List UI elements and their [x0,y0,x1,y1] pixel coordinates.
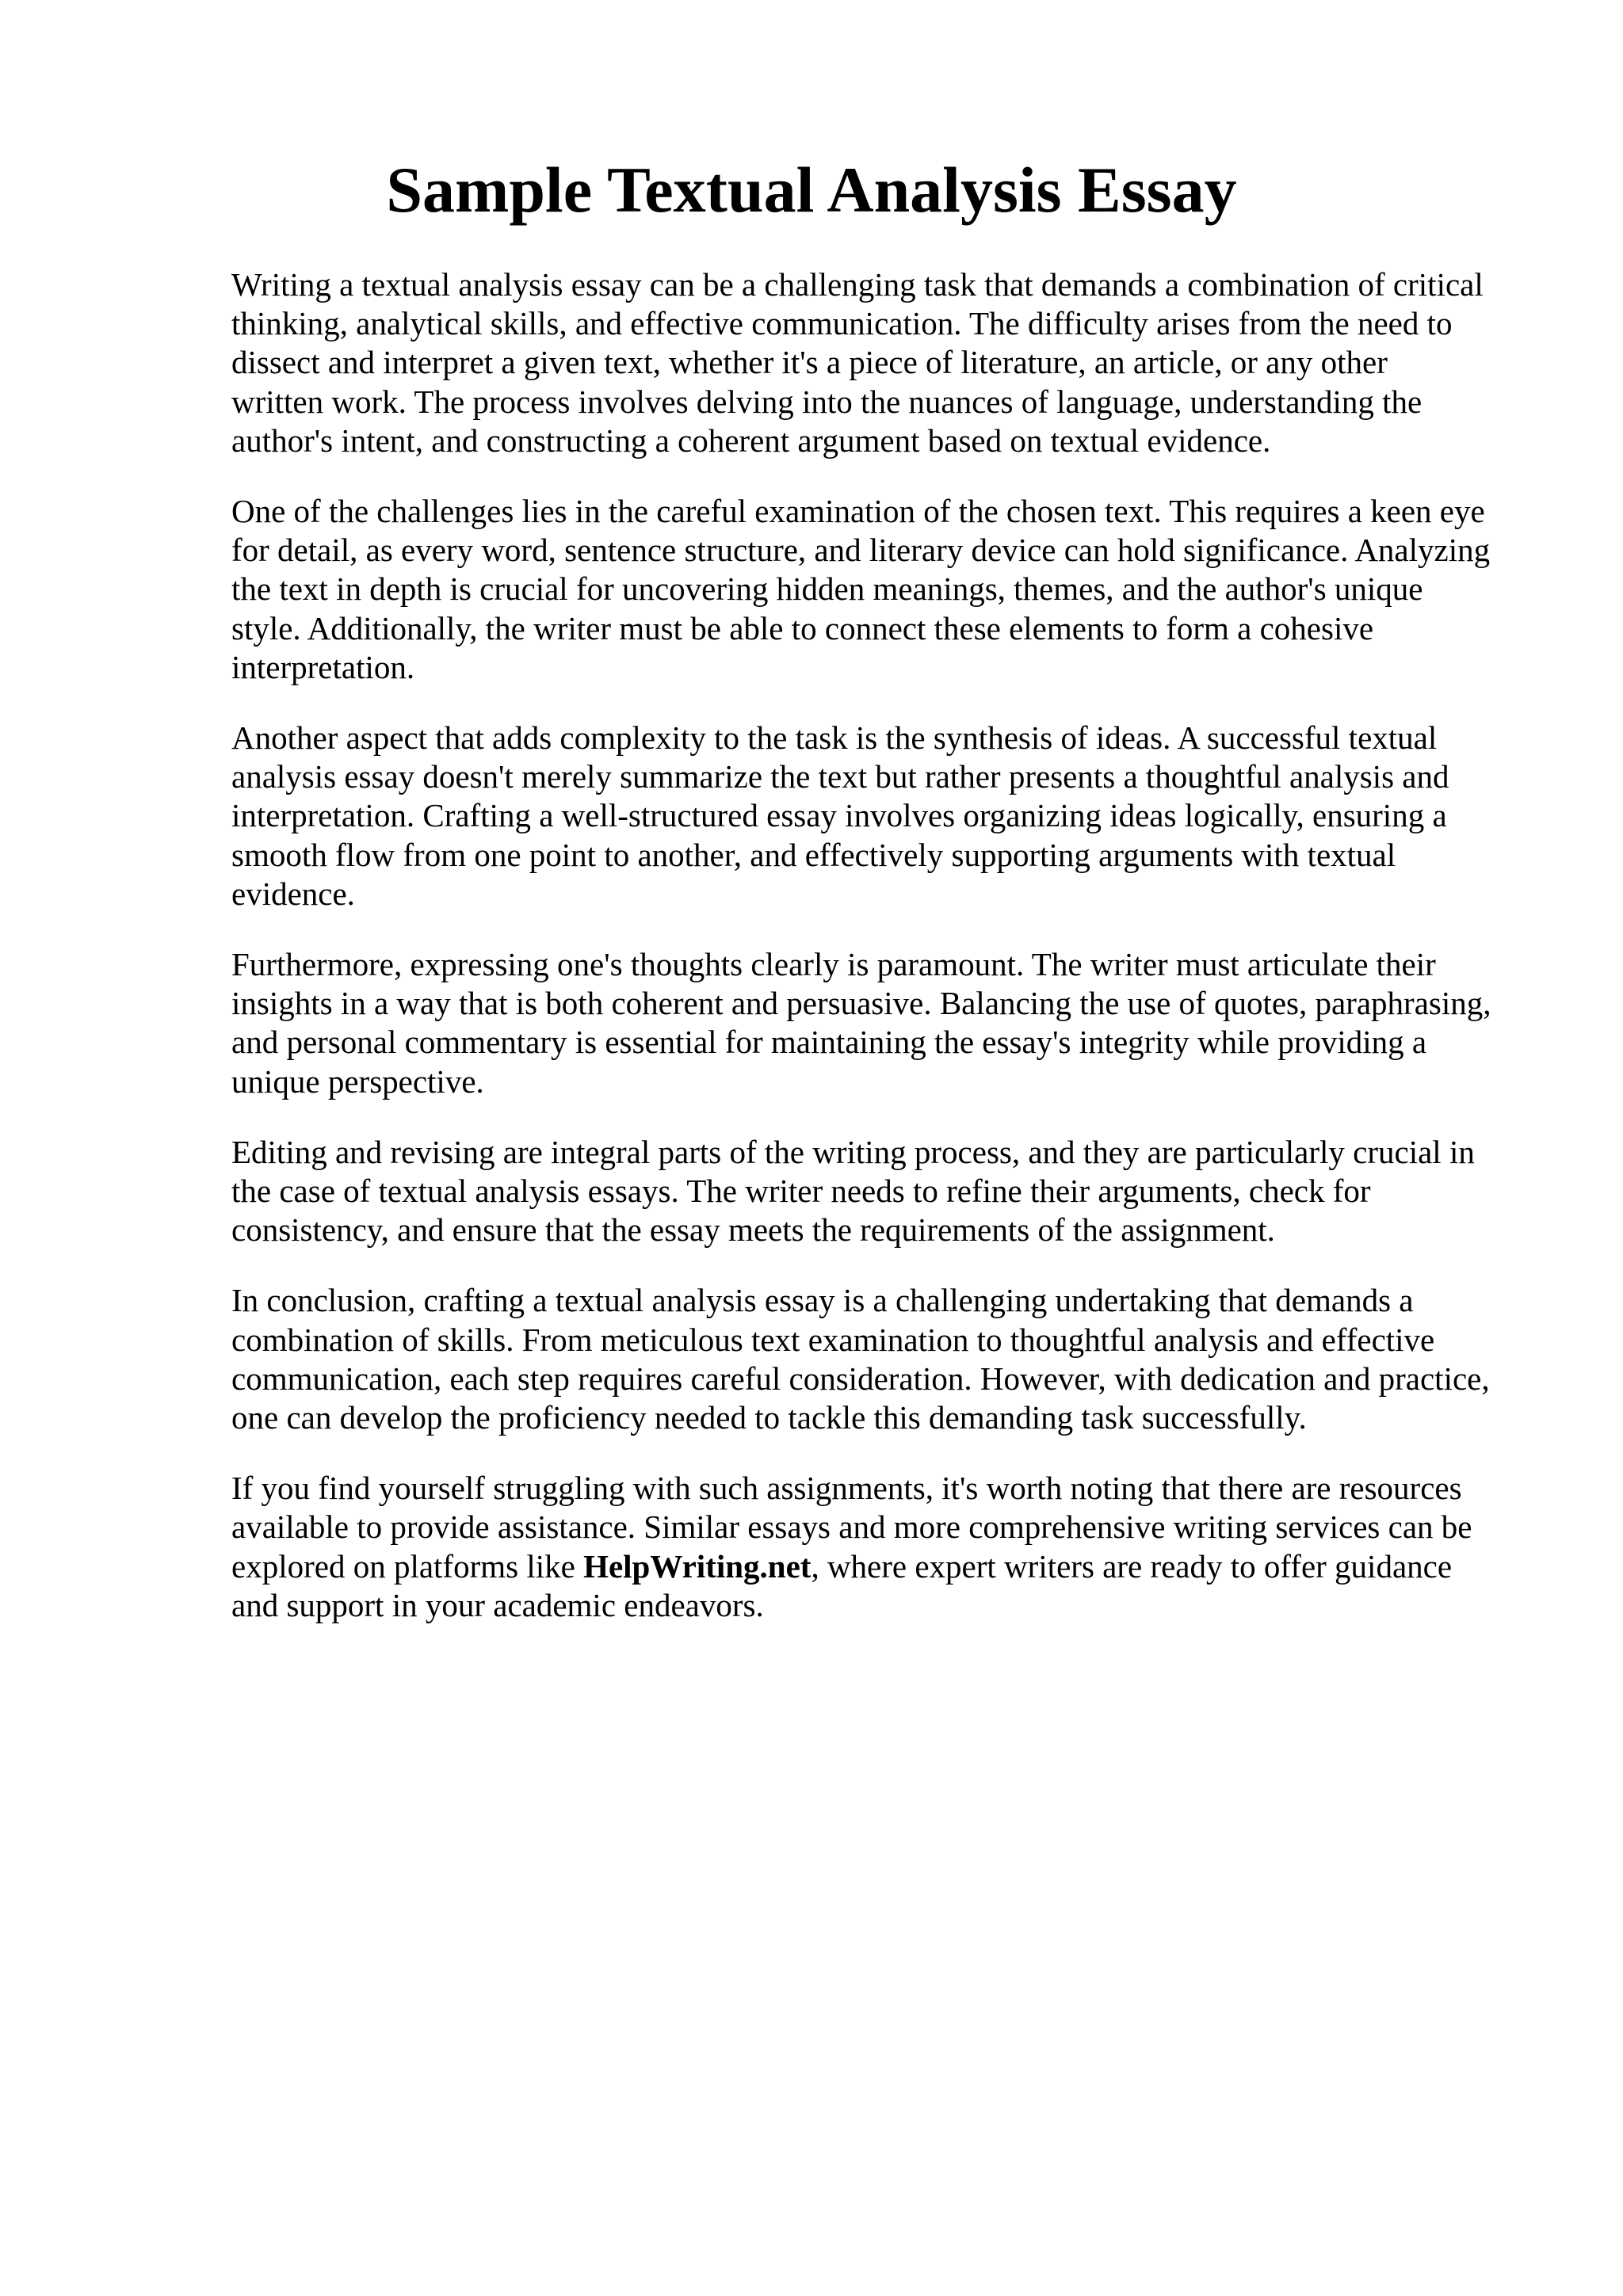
text-line: the text in depth is crucial for uncovering hidden meanings, themes, and the author's unique [231,570,1423,608]
essay-body [231,265,1515,1657]
text-line: interpretation. Crafting a well-structured essay involves organizing ideas logically, ensuring a [231,797,1447,834]
paragraph-conclusion [231,1281,1515,1437]
text-line: communication, each step requires careful consideration. However, with dedication and practice, [231,1360,1490,1397]
text-line: combination of skills. From meticulous text examination to thoughtful analysis and effective [231,1321,1435,1358]
text-line: style. Additionally, the writer must be able to connect these elements to form a cohesive [231,609,1374,646]
text-line: thinking, analytical skills, and effective communication. The difficulty arises from the need to [231,305,1453,342]
text-line: and personal commentary is essential for maintaining the essay's integrity while providing a [231,1024,1427,1061]
text-line: Furthermore, expressing one's thoughts clearly is paramount. The writer must articulate their [231,946,1436,983]
text-line: Writing a textual analysis essay can be a challenging task that demands a combination of critical [231,266,1484,303]
text-line: In conclusion, crafting a textual analysis essay is a challenging undertaking that demands a [231,1282,1414,1319]
text-line: interpretation. [231,648,415,685]
helpwriting-link[interactable]: HelpWriting.net [583,1547,812,1585]
page-title: Sample Textual Analysis Essay [386,154,1237,226]
text-segment: , where expert writers are ready to offer guidance [811,1547,1453,1585]
paragraph-editing [231,1133,1515,1250]
text-line: the case of textual analysis essays. The writer needs to refine their arguments, check for [231,1173,1371,1210]
text-line: insights in a way that is both coherent and persuasive. Balancing the use of quotes, paraphrasing, [231,985,1491,1022]
text-line: written work. The process involves delving into the nuances of language, understanding the [231,383,1423,420]
text-line: and support in your academic endeavors. [231,1586,764,1623]
paragraph-intro [231,265,1515,460]
text-segment: explored on platforms like [231,1547,584,1585]
text-line: author's intent, and constructing a coherent argument based on textual evidence. [231,421,1271,459]
paragraph-expression [231,945,1515,1101]
text-line-with-link [231,1547,1515,1586]
text-line: Another aspect that adds complexity to the task is the synthesis of ideas. A successful textual [231,719,1438,757]
text-line: smooth flow from one point to another, and effectively supporting arguments with textual [231,836,1396,873]
text-line: Editing and revising are integral parts of the writing process, and they are particularly crucial in [231,1133,1475,1170]
text-line: consistency, and ensure that the essay meets the requirements of the assignment. [231,1211,1275,1249]
text-line: analysis essay doesn't merely summarize the text but rather presents a thoughtful analysis and [231,758,1449,795]
paragraph-synthesis [231,719,1515,913]
paragraph-resources [231,1469,1515,1625]
text-line: for detail, as every word, sentence structure, and literary device can hold significance. Analyzing [231,532,1491,569]
text-line: One of the challenges lies in the careful examination of the chosen text. This requires a keen eye [231,493,1485,530]
text-line: unique perspective. [231,1062,484,1100]
text-line: one can develop the proficiency needed to tackle this demanding task successfully. [231,1399,1307,1436]
text-line: evidence. [231,875,355,912]
paragraph-examination [231,492,1515,687]
text-line: dissect and interpret a given text, whether it's a piece of literature, an article, or any other [231,344,1388,381]
text-line: available to provide assistance. Similar essays and more comprehensive writing services can be [231,1508,1472,1546]
text-line: If you find yourself struggling with such assignments, it's worth noting that there are resources [231,1470,1462,1507]
